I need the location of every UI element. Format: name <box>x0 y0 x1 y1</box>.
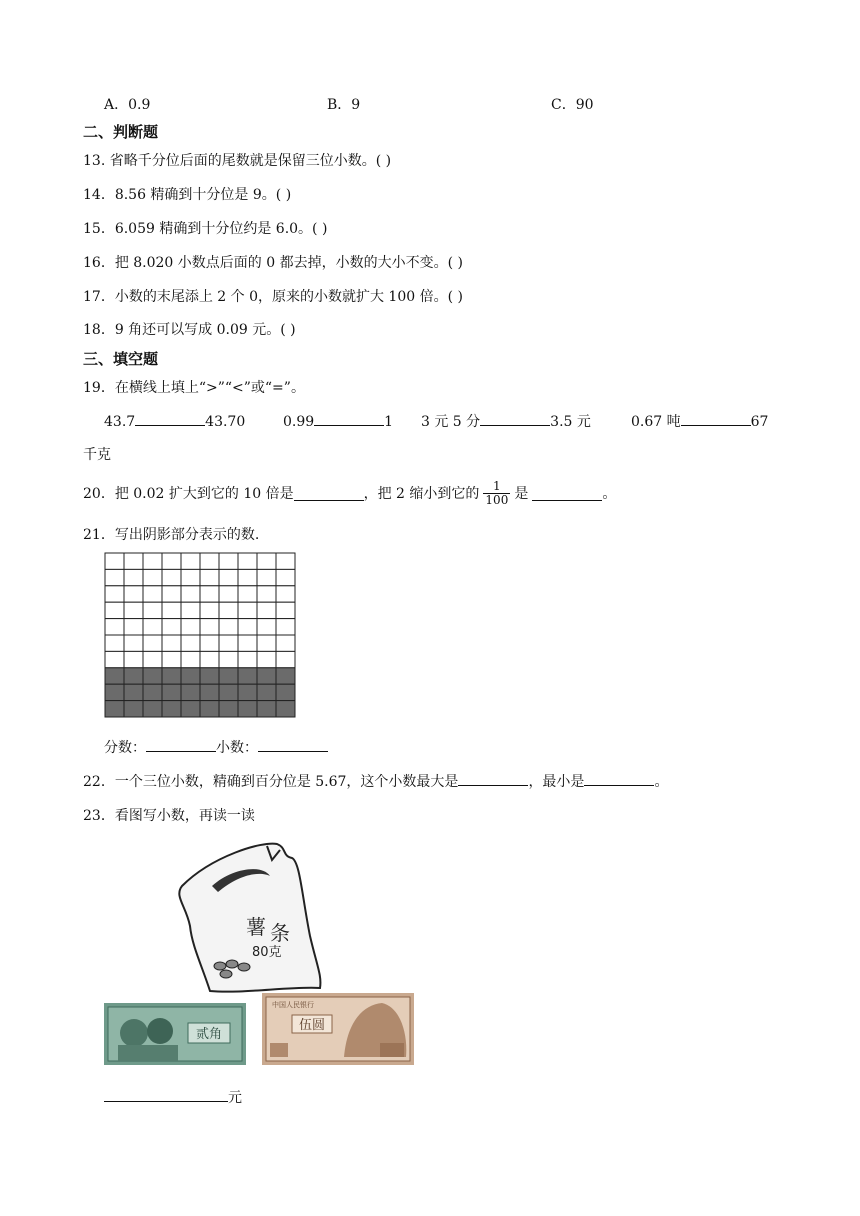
grid-cell <box>200 635 219 651</box>
section-title-judgement: 二、判断题 <box>83 123 159 141</box>
q23-answer <box>104 1087 242 1107</box>
grid-cell <box>181 602 200 618</box>
grid-cell-shaded <box>238 684 257 700</box>
grid-cell-shaded <box>238 701 257 717</box>
grid-cell <box>181 635 200 651</box>
grid-cell <box>276 619 295 635</box>
grid-cell <box>219 635 238 651</box>
question-17: 17．小数的末尾添上 2 个 0，原来的小数就扩大 100 倍。( ) <box>83 289 463 305</box>
answer-blank[interactable] <box>104 1087 228 1102</box>
grid-cell <box>181 651 200 667</box>
answer-blank[interactable] <box>681 411 751 426</box>
grid-cell <box>200 553 219 569</box>
option-a: A．0.9 <box>104 97 151 113</box>
grid-cell <box>257 651 276 667</box>
grid-cell-shaded <box>276 684 295 700</box>
grid-cell-shaded <box>200 684 219 700</box>
bag-decoration <box>226 960 238 968</box>
answer-blank[interactable] <box>584 771 654 786</box>
q20-part2: ，把 2 缩小到它的 <box>363 486 480 502</box>
grid-cell <box>162 553 181 569</box>
grid-cell-shaded <box>276 668 295 684</box>
grid-cell <box>238 569 257 585</box>
grid-cell <box>257 586 276 602</box>
question-15: 15．6.059 精确到十分位约是 6.0。( ) <box>83 221 328 237</box>
grid-cell-shaded <box>105 684 124 700</box>
grid-cell <box>200 586 219 602</box>
grid-cell-shaded <box>105 701 124 717</box>
grid-cell-shaded <box>200 701 219 717</box>
bag-brand-text-1: 薯 <box>246 915 266 939</box>
grid-cell <box>276 635 295 651</box>
grid-cell <box>219 569 238 585</box>
grid-cell <box>276 553 295 569</box>
grid-cell-shaded <box>143 701 162 717</box>
grid-cell <box>238 635 257 651</box>
grid-cell <box>124 635 143 651</box>
q20-end: 。 <box>602 486 617 502</box>
compare-left: 43.7 <box>104 414 136 430</box>
grid-cell <box>162 651 181 667</box>
q21-answers <box>104 737 328 757</box>
fraction-label: 分数： <box>104 740 146 756</box>
grid-cell <box>219 602 238 618</box>
grid-cell <box>181 586 200 602</box>
grid-cell <box>105 651 124 667</box>
grid-cell-shaded <box>219 684 238 700</box>
grid-cell <box>105 602 124 618</box>
fraction-denominator: 100 <box>485 492 509 507</box>
answer-blank[interactable] <box>294 486 364 501</box>
grid-cell <box>124 553 143 569</box>
compare-left: 0.99 <box>283 414 315 430</box>
grid-cell <box>143 619 162 635</box>
question-21-stem: 21．写出阴影部分表示的数. <box>83 527 260 543</box>
grid-cell <box>162 619 181 635</box>
option-c: C．90 <box>551 97 594 113</box>
grid-cell-shaded <box>124 668 143 684</box>
grid-cell <box>181 619 200 635</box>
bag-brand-text-2: 条 <box>270 921 290 945</box>
bag-decoration <box>220 970 232 978</box>
grid-cell <box>105 569 124 585</box>
q20-part1: 20．把 0.02 扩大到它的 10 倍是 <box>83 486 294 502</box>
grid-cell <box>276 569 295 585</box>
note-denomination-text: 伍圆 <box>298 1018 326 1033</box>
grid-cell <box>200 602 219 618</box>
grid-cell-shaded <box>257 668 276 684</box>
compare-right: 3.5 元 <box>550 414 591 430</box>
grid-cell <box>143 635 162 651</box>
compare-pair-4 <box>631 411 768 431</box>
grid-cell <box>238 602 257 618</box>
question-13: 13. 省略千分位后面的尾数就是保留三位小数。( ) <box>83 153 392 169</box>
grid-cell <box>105 635 124 651</box>
grid-cell <box>105 553 124 569</box>
grid-cell-shaded <box>124 684 143 700</box>
note-corner <box>270 1043 288 1057</box>
grid-cell <box>238 651 257 667</box>
grid-cell-shaded <box>143 684 162 700</box>
grid-cell-shaded <box>257 684 276 700</box>
grid-cell <box>238 586 257 602</box>
grid-cell <box>162 635 181 651</box>
note-denomination-text: 贰角 <box>195 1027 223 1042</box>
grid-cell <box>124 619 143 635</box>
grid-cell-shaded <box>257 701 276 717</box>
compare-unit-kg: 千克 <box>83 447 111 463</box>
grid-cell <box>105 619 124 635</box>
compare-right: 43.70 <box>205 414 246 430</box>
grid-cell-shaded <box>238 668 257 684</box>
grid-cell-shaded <box>219 668 238 684</box>
option-b: B．9 <box>327 97 361 113</box>
fraction-blank[interactable] <box>146 737 216 752</box>
grid-cell-shaded <box>181 701 200 717</box>
grid-cell <box>124 651 143 667</box>
bag-decoration <box>238 963 250 971</box>
question-14: 14．8.56 精确到十分位是 9。( ) <box>83 187 292 203</box>
grid-cell <box>219 651 238 667</box>
q22-part1: 22．一个三位小数，精确到百分位是 5.67，这个小数最大是 <box>83 774 459 790</box>
compare-left: 0.67 吨 <box>631 414 681 430</box>
note-portrait <box>147 1018 173 1044</box>
question-19-stem: 19．在横线上填上“>”“<”或“=”。 <box>83 380 305 396</box>
grid-cell-shaded <box>219 701 238 717</box>
grid-cell <box>143 602 162 618</box>
grid-cell <box>105 586 124 602</box>
unit-yuan: 元 <box>228 1090 242 1106</box>
q20-part3: 是 <box>514 486 529 502</box>
grid-cell <box>219 553 238 569</box>
grid-cell <box>143 553 162 569</box>
grid-cell <box>162 602 181 618</box>
grid-cell <box>257 602 276 618</box>
grid-cell <box>200 651 219 667</box>
compare-right: 67 <box>750 414 769 430</box>
answer-blank[interactable] <box>480 411 550 426</box>
compare-pair-2 <box>283 411 393 430</box>
q22-part2: ，最小是 <box>528 774 585 790</box>
grid-cell <box>257 569 276 585</box>
grid-cell <box>200 619 219 635</box>
note-portrait <box>120 1019 148 1047</box>
fries-bag-image <box>172 836 332 996</box>
banknote-5-yuan <box>262 993 414 1065</box>
grid-cell <box>257 619 276 635</box>
answer-blank[interactable] <box>532 486 602 501</box>
grid-cell <box>276 602 295 618</box>
note-header-text: 中国人民银行 <box>272 1001 314 1009</box>
grid-cell-shaded <box>162 668 181 684</box>
grid-cell-shaded <box>162 701 181 717</box>
grid-cell <box>238 553 257 569</box>
grid-cell-shaded <box>181 668 200 684</box>
fraction-numerator: 1 <box>483 480 510 494</box>
grid-cell <box>124 602 143 618</box>
compare-pair-1 <box>104 411 245 430</box>
grid-cell <box>181 569 200 585</box>
grid-cell <box>257 635 276 651</box>
note-corner <box>380 1043 404 1057</box>
bag-decoration <box>214 962 226 970</box>
question-20 <box>83 478 616 508</box>
grid-cell <box>257 553 276 569</box>
question-16: 16．把 8.020 小数点后面的 0 都去掉，小数的大小不变。( ) <box>83 255 463 271</box>
grid-cell-shaded <box>181 684 200 700</box>
question-23-stem: 23．看图写小数，再读一读 <box>83 808 255 824</box>
grid-cell-shaded <box>200 668 219 684</box>
answer-blank[interactable] <box>135 411 205 426</box>
question-18: 18．9 角还可以写成 0.09 元。( ) <box>83 322 296 338</box>
grid-cell <box>276 651 295 667</box>
hundred-grid <box>104 552 296 718</box>
grid-cell <box>143 569 162 585</box>
decimal-label: 小数： <box>216 740 258 756</box>
decimal-blank[interactable] <box>258 737 328 752</box>
bag-weight-text: 80克 <box>252 945 282 960</box>
grid-cell-shaded <box>105 668 124 684</box>
q22-end: 。 <box>654 774 669 790</box>
grid-cell-shaded <box>143 668 162 684</box>
grid-cell <box>200 569 219 585</box>
grid-cell-shaded <box>276 701 295 717</box>
grid-cell <box>181 553 200 569</box>
answer-blank[interactable] <box>314 411 384 426</box>
banknote-2-jiao <box>104 1003 246 1065</box>
grid-cell <box>219 619 238 635</box>
grid-cell <box>238 619 257 635</box>
answer-blank[interactable] <box>458 771 528 786</box>
grid-cell <box>143 651 162 667</box>
grid-cell <box>162 586 181 602</box>
grid-cell <box>124 569 143 585</box>
fraction <box>483 480 510 507</box>
grid-cell-shaded <box>124 701 143 717</box>
grid-cell-shaded <box>162 684 181 700</box>
section-title-fill: 三、填空题 <box>83 350 159 368</box>
question-22 <box>83 771 668 791</box>
grid-cell <box>219 586 238 602</box>
note-portrait-base <box>118 1045 178 1061</box>
grid-cell <box>143 586 162 602</box>
grid-cell <box>276 586 295 602</box>
compare-right: 1 <box>384 414 394 430</box>
grid-cell <box>124 586 143 602</box>
grid-cell <box>162 569 181 585</box>
compare-pair-3 <box>421 411 591 431</box>
compare-left: 3 元 5 分 <box>421 414 481 430</box>
